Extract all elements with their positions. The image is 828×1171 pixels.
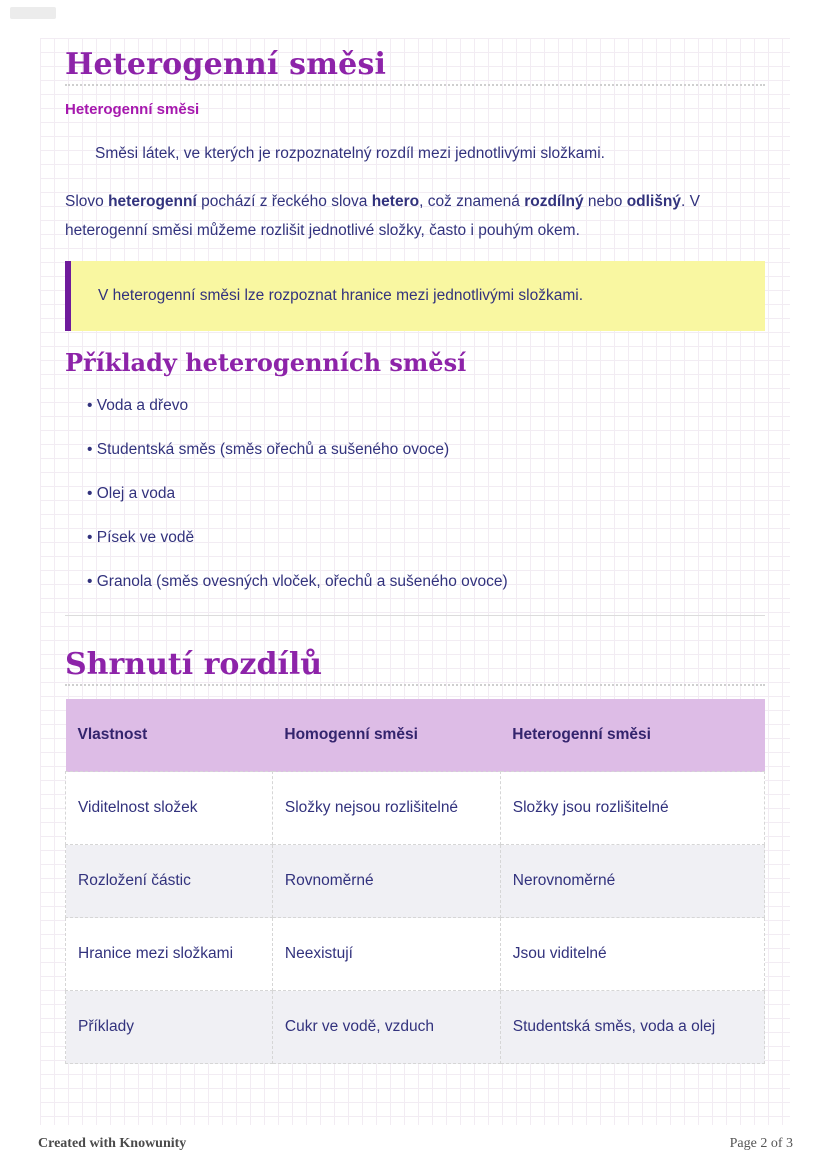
scrollbar-artifact bbox=[10, 7, 56, 19]
definition-text: Směsi látek, ve kterých je rozpoznatelný rozdíl mezi jednotlivými složkami. bbox=[95, 145, 605, 162]
table-row bbox=[66, 772, 765, 845]
bold-term: odlišný bbox=[626, 193, 681, 210]
table-cell: Rovnoměrné bbox=[272, 845, 500, 918]
paragraph-text: . V heterogenní směsi můžeme rozlišit jednotlivé složky, často i pouhým okem. bbox=[65, 193, 700, 239]
table-row bbox=[66, 991, 765, 1064]
dotted-divider bbox=[65, 84, 765, 86]
page-title: Heterogenní směsi bbox=[65, 47, 387, 82]
table-cell: Hranice mezi složkami bbox=[66, 918, 273, 991]
section-divider bbox=[65, 615, 765, 616]
bold-term: rozdílný bbox=[524, 193, 584, 210]
table-cell: Rozložení částic bbox=[66, 845, 273, 918]
table-cell: Studentská směs, voda a olej bbox=[500, 991, 764, 1064]
table-cell: Cukr ve vodě, vzduch bbox=[272, 991, 500, 1064]
table-cell: Složky jsou rozlišitelné bbox=[500, 772, 764, 845]
bold-term: hetero bbox=[371, 193, 420, 210]
list-item: • Granola (směs ovesných vloček, ořechů a sušeného ovoce) bbox=[87, 571, 765, 592]
paragraph-text: , což znamená bbox=[419, 193, 525, 210]
column-header: Heterogenní směsi bbox=[500, 699, 764, 772]
table-header-row bbox=[66, 699, 765, 772]
summary-table bbox=[65, 699, 765, 1064]
intro-paragraph bbox=[65, 187, 765, 245]
highlight-callout bbox=[65, 261, 765, 331]
list-item: • Písek ve vodě bbox=[87, 527, 765, 548]
table-cell: Viditelnost složek bbox=[66, 772, 273, 845]
table-row bbox=[66, 845, 765, 918]
list-item: • Voda a dřevo bbox=[87, 395, 765, 416]
table-cell: Neexistují bbox=[272, 918, 500, 991]
footer-credit: Created with Knowunity bbox=[38, 1136, 187, 1151]
column-header: Homogenní směsi bbox=[272, 699, 500, 772]
column-header: Vlastnost bbox=[66, 699, 273, 772]
footer-page-number: Page 2 of 3 bbox=[729, 1136, 793, 1151]
table-cell: Příklady bbox=[66, 991, 273, 1064]
table-cell: Jsou viditelné bbox=[500, 918, 764, 991]
table-row bbox=[66, 918, 765, 991]
list-item: • Olej a voda bbox=[87, 483, 765, 504]
callout-text: V heterogenní směsi lze rozpoznat hranice mezi jednotlivými složkami. bbox=[98, 287, 584, 304]
paragraph-text: nebo bbox=[583, 193, 627, 210]
notes-page bbox=[40, 38, 790, 1125]
table-cell: Složky nejsou rozlišitelné bbox=[272, 772, 500, 845]
page-footer bbox=[0, 1136, 828, 1152]
paragraph-text: pochází z řeckého slova bbox=[196, 193, 372, 210]
examples-list bbox=[65, 395, 765, 592]
term-heading: Heterogenní směsi bbox=[65, 101, 200, 118]
examples-heading: Příklady heterogenních směsí bbox=[65, 348, 467, 377]
bold-term: heterogenní bbox=[108, 193, 197, 210]
dotted-divider bbox=[65, 684, 765, 686]
list-item: • Studentská směs (směs ořechů a sušeného ovoce) bbox=[87, 439, 765, 460]
summary-heading: Shrnutí rozdílů bbox=[65, 647, 323, 682]
paragraph-text: Slovo bbox=[65, 193, 109, 210]
table-cell: Nerovnoměrné bbox=[500, 845, 764, 918]
